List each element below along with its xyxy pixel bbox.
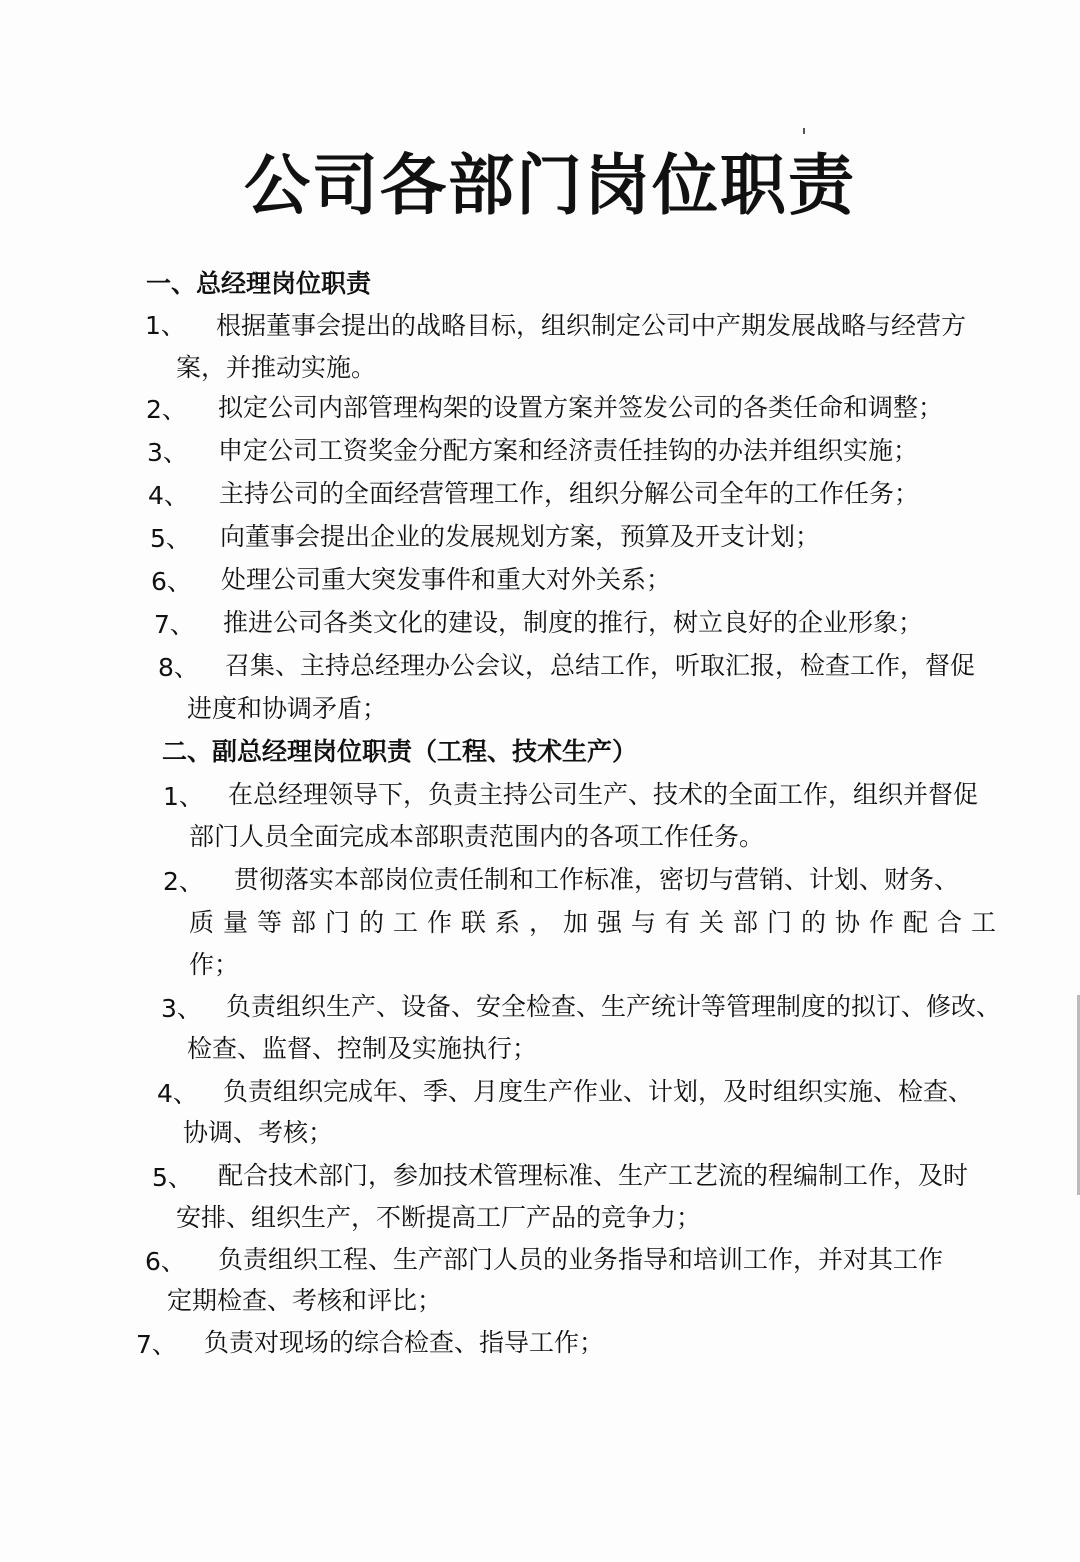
- item-text-line: 协调、考核；: [183, 1118, 334, 1147]
- section-heading-general-manager: 一、总经理岗位职责: [146, 269, 372, 298]
- item-number: 2、: [146, 395, 187, 424]
- item-text-line: 推进公司各类文化的建设，制度的推行，树立良好的企业形象；: [223, 608, 924, 637]
- item-text-line: 向董事会提出企业的发展规划方案，预算及开支计划；: [220, 522, 821, 551]
- item-text-line: 配合技术部门，参加技术管理标准、生产工艺流的程编制工作，及时: [218, 1161, 969, 1190]
- item-number: 7、: [136, 1330, 177, 1359]
- item-text-line: 根据董事会提出的战略目标，组织制定公司中产期发展战略与经营方: [216, 311, 967, 340]
- item-text-line: 处理公司重大突发事件和重大对外关系；: [221, 565, 672, 594]
- item-text-line: 负责组织完成年、季、月度生产作业、计划，及时组织实施、检查、: [223, 1077, 974, 1106]
- item-number: 4、: [148, 481, 189, 510]
- item-text-line: 安排、组织生产，不断提高工厂产品的竞争力；: [176, 1203, 702, 1232]
- item-number: 7、: [154, 610, 195, 639]
- item-text-line: 主持公司的全面经营管理工作，组织分解公司全年的工作任务；: [219, 479, 920, 508]
- item-text-line: 质量等部门的工作联系，加强与有关部门的协作配合工: [189, 908, 1006, 937]
- item-number: 2、: [163, 867, 204, 896]
- item-text-line: 贯彻落实本部岗位责任制和工作标准，密切与营销、计划、财务、: [234, 865, 960, 894]
- item-text-line: 案，并推动实施。: [176, 353, 377, 382]
- item-text-line: 拟定公司内部管理构架的设置方案并签发公司的各类任命和调整；: [218, 393, 944, 422]
- scan-speck: [803, 128, 805, 134]
- item-number: 8、: [158, 653, 199, 682]
- item-text-line: 申定公司工资奖金分配方案和经济责任挂钩的办法并组织实施；: [218, 436, 919, 465]
- item-number: 5、: [150, 524, 191, 553]
- document-title: 公司各部门岗位职责: [244, 147, 856, 224]
- item-text-line: 进度和协调矛盾；: [187, 694, 388, 723]
- item-text-line: 负责组织生产、设备、安全检查、生产统计等管理制度的拟订、修改、: [226, 992, 1002, 1021]
- item-number: 6、: [145, 1247, 186, 1276]
- item-number: 6、: [151, 567, 192, 596]
- item-text-line: 定期检查、考核和评比；: [167, 1286, 443, 1315]
- item-text-line: 检查、监督、控制及实施执行；: [187, 1034, 538, 1063]
- item-text-line: 部门人员全面完成本部职责范围内的各项工作任务。: [189, 822, 765, 851]
- item-number: 3、: [161, 994, 202, 1023]
- item-text-line: 作；: [189, 950, 240, 979]
- section-heading-deputy-general-manager: 二、副总经理岗位职责（工程、技术生产）: [162, 737, 638, 766]
- item-number: 3、: [147, 438, 188, 467]
- item-number: 1、: [163, 782, 204, 811]
- item-text-line: 负责组织工程、生产部门人员的业务指导和培训工作，并对其工作: [218, 1245, 944, 1274]
- item-number: 4、: [157, 1079, 198, 1108]
- item-text-line: 召集、主持总经理办公会议，总结工作，听取汇报，检查工作，督促: [225, 651, 976, 680]
- item-text-line: 在总经理领导下，负责主持公司生产、技术的全面工作，组织并督促: [228, 780, 979, 809]
- item-number: 1、: [145, 311, 186, 340]
- item-number: 5、: [152, 1163, 193, 1192]
- item-text-line: 负责对现场的综合检查、指导工作；: [204, 1328, 605, 1357]
